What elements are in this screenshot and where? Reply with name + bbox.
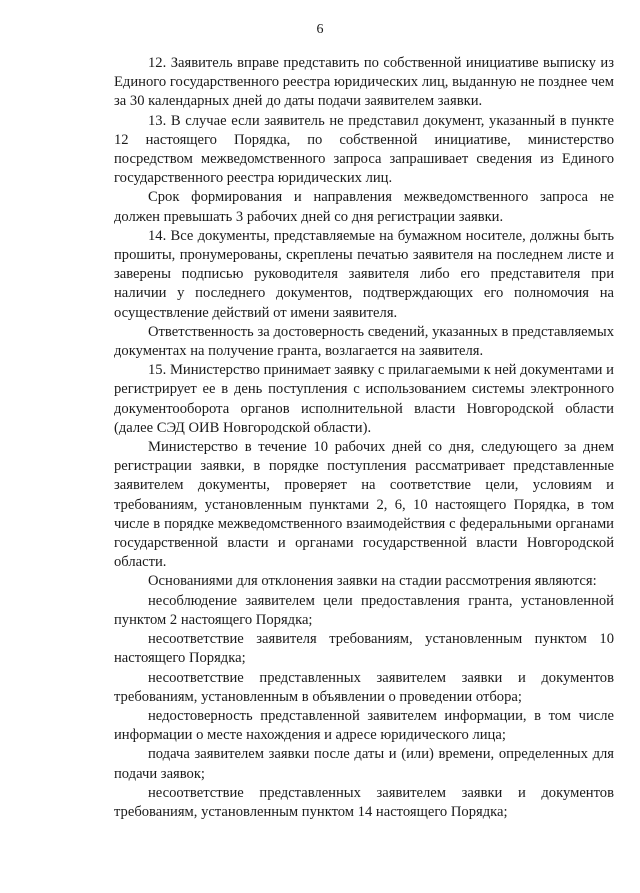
paragraph-13-deadline: Срок формирования и направления межведомственного запроса не должен превышать 3 рабочих дней со дня регистрации заявки. bbox=[114, 189, 614, 225]
paragraph-14: 14. Все документы, представляемые на бумажном носителе, должны быть прошиты, пронумерованы, скреплены печатью заявителя на последнем листе и заверены подписью руководителя заявителя либо его представителя при наличии у последнего документов, подтверждающих его полномочия на осуществление действий от имени заявителя. bbox=[114, 227, 614, 321]
rejection-ground-item: подача заявителем заявки после даты и (или) времени, определенных для подачи заявок; bbox=[114, 746, 614, 782]
page-number: 6 bbox=[316, 22, 324, 37]
paragraph-15: 15. Министерство принимает заявку с прилагаемыми к ней документами и регистрирует ее в день поступления с использованием системы электронного документооборота органов исполнительной власти Новгородской области (далее СЭД ОИВ Новгородской области). bbox=[114, 362, 614, 436]
paragraph-12: 12. Заявитель вправе представить по собственной инициативе выписку из Единого государственного реестра юридических лиц, выданную не позднее чем за 30 календарных дней до даты подачи заявителем заявки. bbox=[114, 55, 614, 110]
rejection-ground-item: несоответствие представленных заявителем заявки и документов требованиям, установленным в объявлении о проведении отбора; bbox=[114, 669, 614, 705]
rejection-ground-item: недостоверность представленной заявителем информации, в том числе информации о месте нахождения и адресе юридического лица; bbox=[114, 707, 614, 744]
document-body bbox=[114, 54, 614, 822]
rejection-ground-item: несоответствие заявителя требованиям, установленным пунктом 10 настоящего Порядка; bbox=[114, 631, 614, 667]
rejection-ground-item: несоответствие представленных заявителем заявки и документов требованиям, установленным пунктом 14 настоящего Порядка; bbox=[114, 784, 614, 820]
paragraph-13: 13. В случае если заявитель не представил документ, указанный в пункте 12 настоящего Порядка, по собственной инициативе, министерство посредством межведомственного запроса запрашивает сведения из Единого государственного реестра юридических лиц. bbox=[114, 112, 614, 187]
paragraph-15-review: Министерство в течение 10 рабочих дней со дня, следующего за днем регистрации заявки, в порядке поступления рассматривает представленные заявителем документы, проверяет на соответствие цели, условиям и требованиям, установленным пунктами 2, 6, 10 настоящего Порядка, в том числе в порядке межведомственного взаимодействия с федеральными органами государственной власти и органами государственной власти Новгородской области. bbox=[114, 439, 614, 571]
rejection-grounds-heading: Основаниями для отклонения заявки на стадии рассмотрения являются: bbox=[148, 573, 597, 590]
rejection-ground-item: несоблюдение заявителем цели предоставления гранта, установленной пунктом 2 настоящего Порядка; bbox=[114, 592, 614, 628]
paragraph-14-responsibility: Ответственность за достоверность сведений, указанных в представляемых документах на получение гранта, возлагается на заявителя. bbox=[114, 323, 614, 360]
